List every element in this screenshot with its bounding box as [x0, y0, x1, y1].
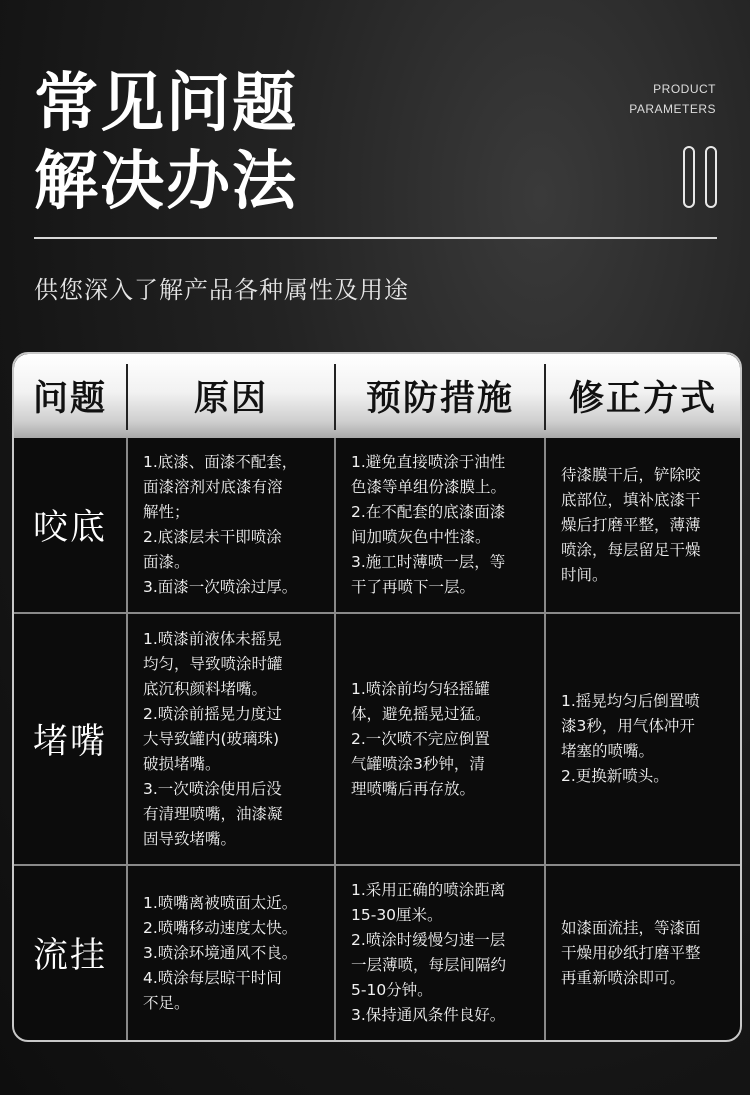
column-header-problem: 问题 [32, 379, 107, 419]
pause-bars-icon-left [683, 146, 695, 208]
row-cause-3 [128, 866, 334, 1040]
row-cause-1 [128, 438, 334, 612]
cell-text: 1.喷嘴离被喷面太近。 2.喷嘴移动速度太快。 3.喷涂环境通风不良。 4.喷涂每层晾干时间 不足。 [143, 893, 298, 1012]
column-header-fix: 修正方式 [568, 379, 717, 419]
cell-text: 1.摇晃均匀后倒置喷 漆3秒，用气体冲开 堵塞的喷嘴。 2.更换新喷头。 [561, 692, 700, 785]
row-fix-3 [546, 866, 740, 1040]
row-problem-1: 咬底 [32, 508, 107, 548]
cell-text: 1.喷涂前均匀轻摇罐 体，避免摇晃过猛。 2.一次喷不完应倒置 气罐喷涂3秒钟，清 理喷嘴后再存放。 [351, 679, 491, 798]
row-problem-2: 堵嘴 [32, 722, 107, 762]
table-header [14, 354, 740, 438]
english-label-line1: PRODUCT [653, 82, 716, 96]
row-problem-3: 流挂 [32, 936, 107, 976]
cell-text: 1.避免直接喷涂于油性 色漆等单组份漆膜上。 2.在不配套的底漆面漆 间加喷灰色中性漆。 3.施工时薄喷一层，等 干了再喷下一层。 [351, 453, 507, 596]
cell-text: 1.喷漆前液体未摇晃 均匀，导致喷涂时罐 底沉积颜料堵嘴。 2.喷涂前摇晃力度过 大导致罐内(玻璃珠) 破损堵嘴。 3.一次喷涂使用后没 有清理喷嘴，油漆凝 固导致堵嘴。 [143, 629, 283, 848]
page-title-line1: 常见问题 [34, 67, 298, 141]
column-header-prevention: 预防措施 [365, 379, 514, 419]
cell-text: 待漆膜干后，铲除咬 底部位，填补底漆干 燥后打磨平整，薄薄 喷涂，每层留足干燥 时间。 [561, 465, 701, 584]
english-label-line2: PARAMETERS [629, 102, 716, 116]
faq-table [12, 352, 742, 1042]
row-prevention-3 [336, 866, 544, 1040]
cell-text: 如漆面流挂，等漆面 干燥用砂纸打磨平整 再重新喷涂即可。 [561, 918, 701, 987]
pause-bars-icon-right [705, 146, 717, 208]
header-divider [34, 237, 717, 239]
column-header-cause: 原因 [193, 379, 268, 419]
page-subtitle: 供您深入了解产品各种属性及用途 [34, 276, 409, 304]
cell-text: 1.采用正确的喷涂距离 15-30厘米。 2.喷涂时缓慢匀速一层 一层薄喷，每层间隔约 5-10分钟。 3.保持通风条件良好。 [351, 881, 507, 1024]
row-prevention-2 [336, 614, 544, 864]
cell-text: 1.底漆、面漆不配套， 面漆溶剂对底漆有溶 解性； 2.底漆层未干即喷涂 面漆。 3.面漆一次喷涂过厚。 [143, 453, 298, 596]
row-fix-1 [546, 438, 740, 612]
row-fix-2 [546, 614, 740, 864]
page-title-line2: 解决办法 [34, 145, 298, 219]
row-prevention-1 [336, 438, 544, 612]
row-cause-2 [128, 614, 334, 864]
